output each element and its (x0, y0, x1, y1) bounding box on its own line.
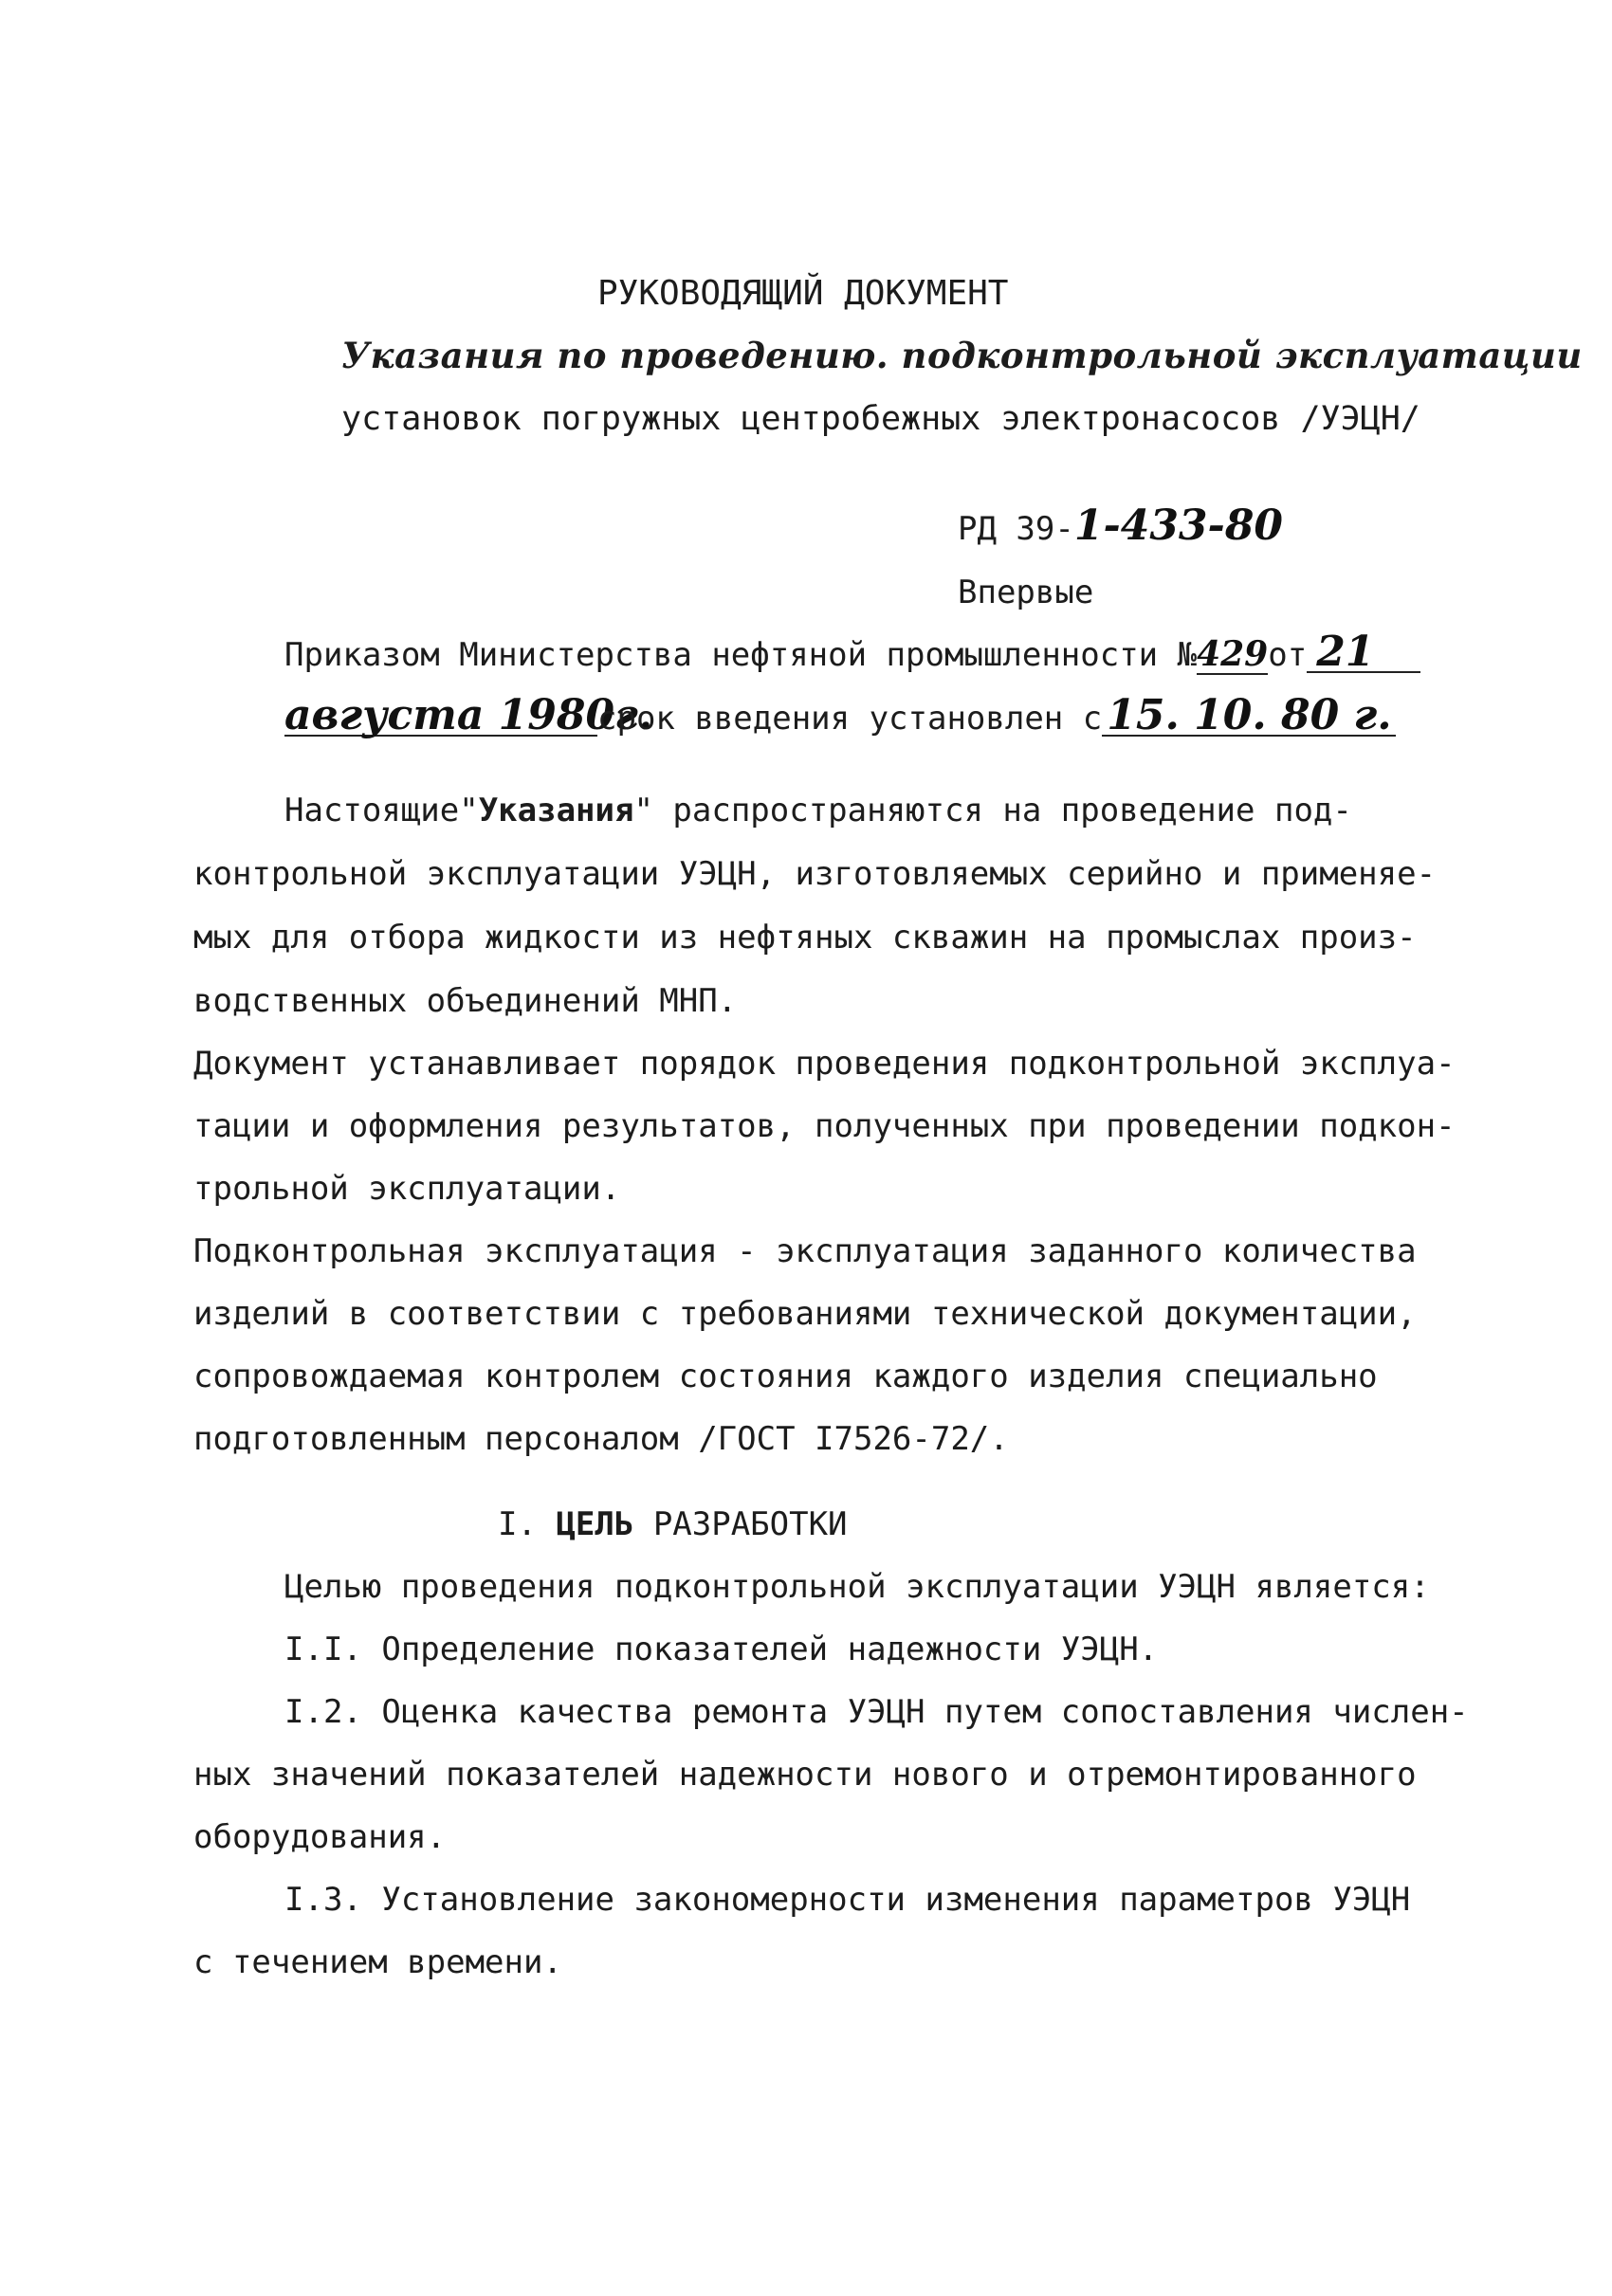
section-1-title-bold: ЦЕЛЬ (556, 1505, 634, 1543)
first-issue-label: Впервые (958, 574, 1094, 611)
document-number-prefix: РД 39- (958, 510, 1074, 548)
section-1-number: I. (498, 1505, 537, 1543)
intro-p1-line-3: мых для отбора жидкости из нефтяных скважин на промыслах произ- (193, 919, 1417, 957)
intro-p1-line-1 (284, 792, 1352, 829)
intro-text: " распространяются на проведение под- (633, 792, 1352, 829)
intro-p3-line-3: сопровождаемая контролем состояния каждого изделия специально (193, 1358, 1378, 1395)
order-ot: от (1268, 636, 1308, 674)
intro-p3-line-1: Подконтрольная эксплуатация - эксплуатация заданного количества (193, 1232, 1417, 1270)
section-1-item-3-line-1: I.3. Установление закономерности изменения параметров УЭЦН (284, 1881, 1411, 1919)
document-number (958, 501, 1284, 550)
intro-text: Настоящие" (284, 792, 479, 829)
document-number-handwritten: 1-433-80 (1073, 501, 1284, 550)
section-1-item-2-line-1: I.2. Оценка качества ремонта УЭЦН путем сопоставления числен- (284, 1693, 1469, 1731)
order-day: 21 (1307, 633, 1420, 673)
intro-p3-line-2: изделий в соответствии с требованиями технической документации, (193, 1295, 1417, 1333)
intro-p2-line-1: Документ устанавливает порядок проведения подконтрольной эксплуа- (193, 1045, 1456, 1083)
intro-p3-line-4: подготовленным персоналом /ГОСТ I7526-72/. (193, 1420, 1009, 1458)
section-1-item-2-line-2: ных значений показателей надежности нового и отремонтированного (193, 1756, 1417, 1794)
order-line-1 (284, 628, 1420, 676)
intro-p1-line-2: контрольной эксплуатации УЭЦН, изготовляемых серийно и применяе- (193, 855, 1437, 893)
document-subtitle-line-1: Указания по проведению. подконтрольной эксплуатации (341, 335, 1583, 376)
effective-text: срок введения установлен с (597, 700, 1103, 738)
section-1-item-1: I.I. Определение показателей надежности УЭЦН. (284, 1631, 1159, 1668)
intro-p1-line-4: водственных объединений МНП. (193, 982, 738, 1020)
order-number: 429 (1197, 634, 1269, 674)
intro-bold-word: Указания (478, 792, 634, 829)
section-1-lead: Целью проведения подконтрольной эксплуатации УЭЦН является: (284, 1568, 1430, 1606)
section-1-title-rest: РАЗРАБОТКИ (652, 1505, 848, 1543)
section-1-heading (498, 1505, 848, 1543)
order-month-year: августа 1980г. (284, 691, 653, 739)
section-1-item-3-line-2: с течением времени. (193, 1943, 562, 1981)
intro-p2-line-2: тации и оформления результатов, полученных при проведении подкон- (193, 1107, 1456, 1145)
intro-p2-line-3: трольной эксплуатации. (193, 1170, 621, 1208)
order-text: Приказом Министерства нефтяной промышленности № (284, 636, 1198, 674)
section-1-item-2-line-3: оборудования. (193, 1818, 447, 1856)
document-subtitle-line-2: установок погружных центробежных электронасосов /УЭЦН/ (341, 400, 1420, 438)
document-title: РУКОВОДЯЩИЙ ДОКУМЕНТ (597, 274, 1009, 313)
order-line-2 (284, 691, 1396, 739)
effective-date: 15. 10. 80 г. (1102, 697, 1396, 737)
